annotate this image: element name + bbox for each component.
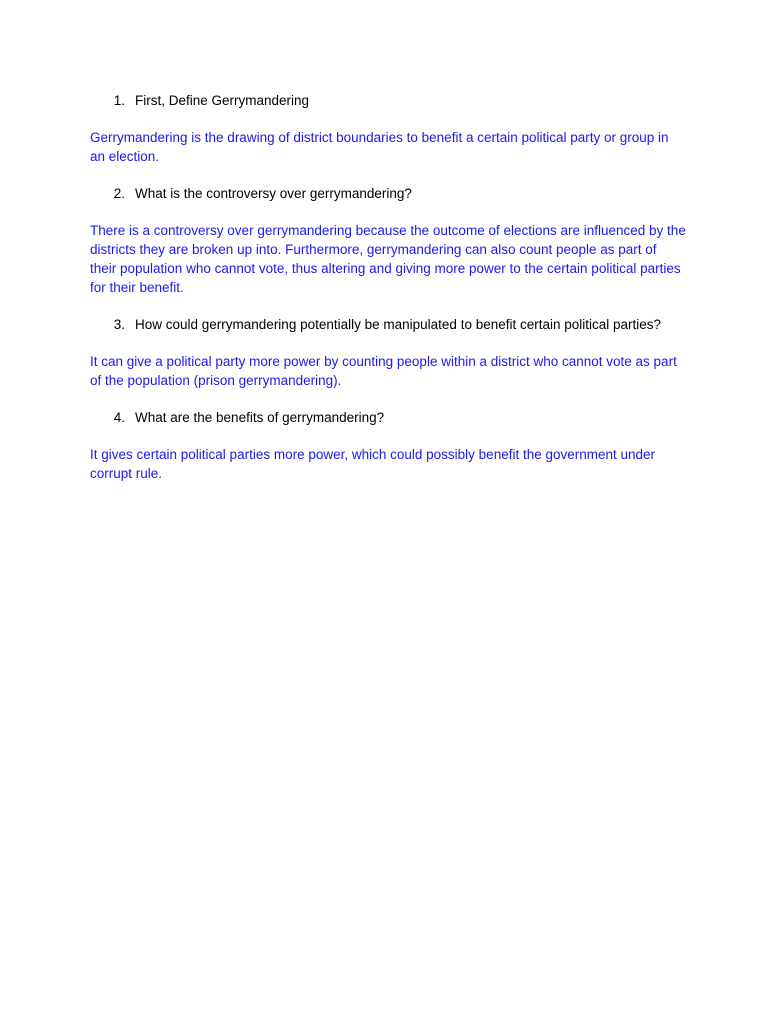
question-text: How could gerrymandering potentially be manipulated to benefit certain political parties? xyxy=(135,317,662,332)
question-text: What are the benefits of gerrymandering? xyxy=(135,410,385,425)
question-text: First, Define Gerrymandering xyxy=(135,93,310,108)
question-2 xyxy=(90,184,686,203)
answer-2: There is a controversy over gerrymandering because the outcome of elections are influenced by the districts they are broken up into. Furthermore, gerrymandering can also count people as part of their population who cannot vote, thus altering and giving more power to the certain political parties for their benefit. xyxy=(90,223,686,295)
document-body xyxy=(90,91,686,501)
question-1 xyxy=(90,91,686,110)
question-4 xyxy=(90,408,686,427)
answer-1: Gerrymandering is the drawing of district boundaries to benefit a certain political party or group in an election. xyxy=(90,130,669,164)
question-number: 4. xyxy=(113,410,125,425)
question-number: 2. xyxy=(113,186,125,201)
answer-4: It gives certain political parties more power, which could possibly benefit the government under corrupt rule. xyxy=(90,447,656,481)
question-number: 3. xyxy=(113,317,125,332)
question-3 xyxy=(90,315,686,334)
question-text: What is the controversy over gerrymandering? xyxy=(135,186,412,201)
answer-3: It can give a political party more power by counting people within a district who cannot vote as part of the population (prison gerrymandering). xyxy=(90,354,677,388)
question-number: 1. xyxy=(113,93,125,108)
